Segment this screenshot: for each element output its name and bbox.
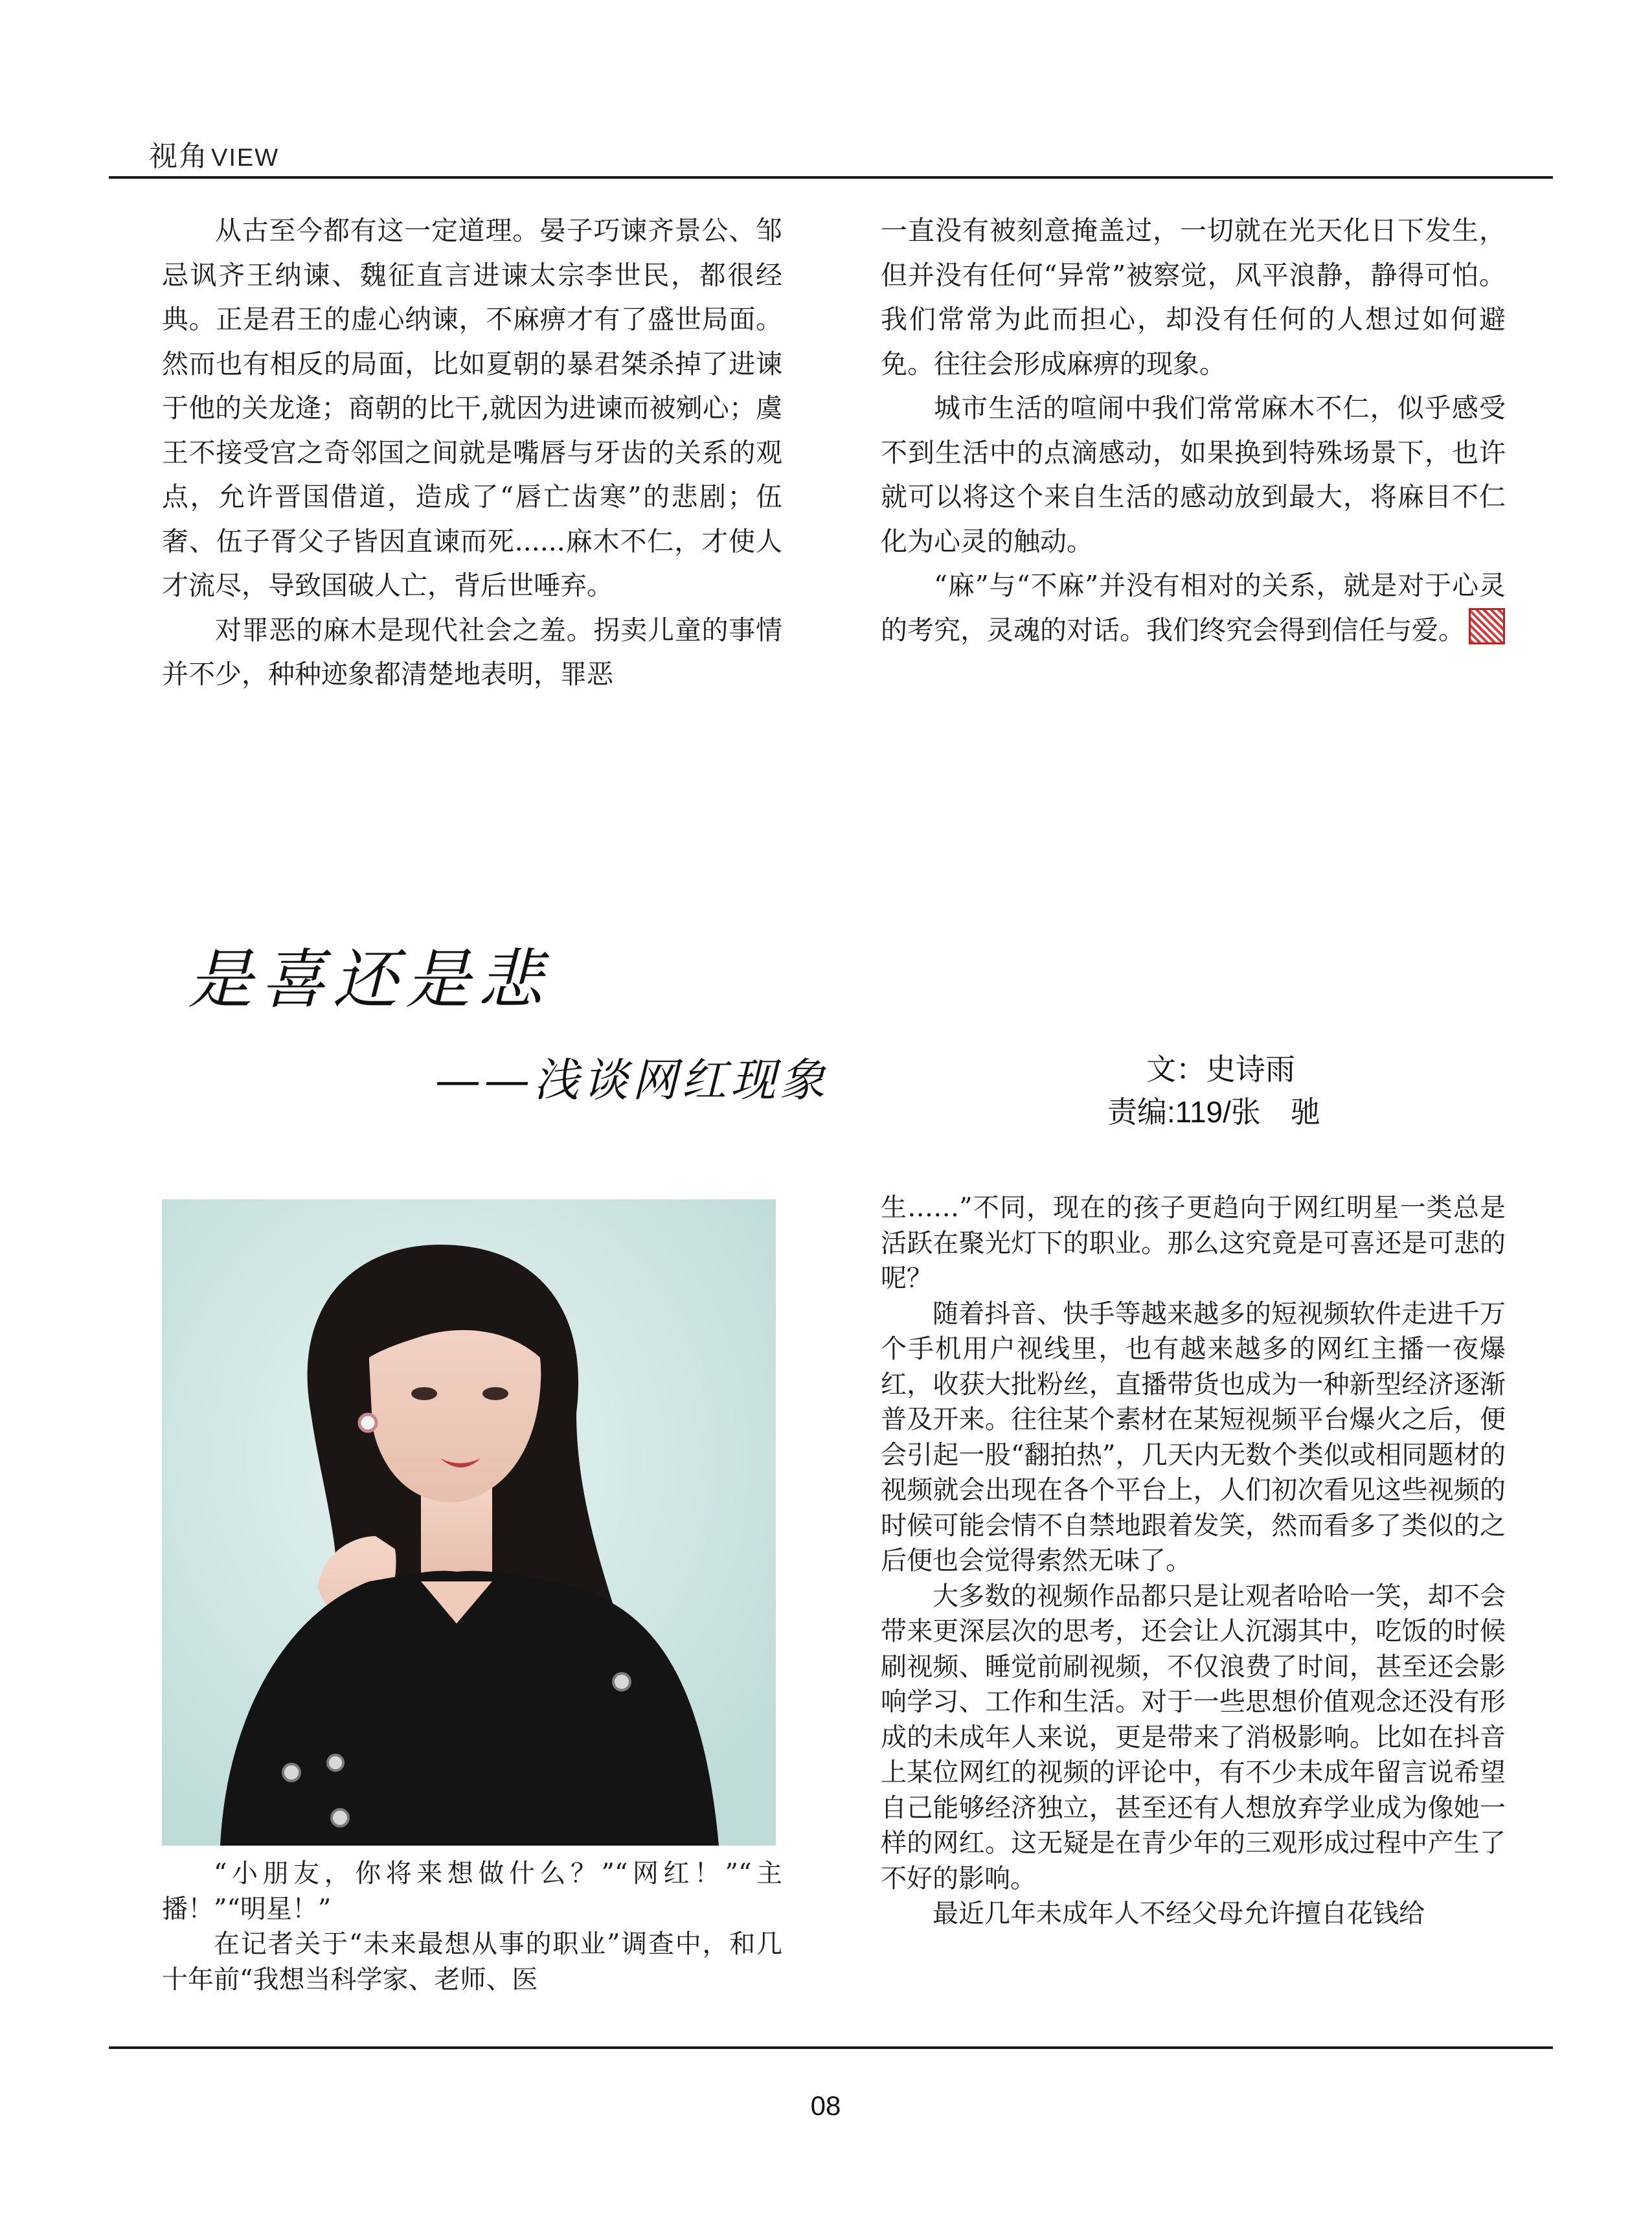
footer-rule bbox=[109, 2046, 1553, 2049]
dress-button bbox=[613, 1673, 630, 1690]
body-paragraph: 从古至今都有这一定道理。晏子巧谏齐景公、邹忌讽齐王纳谏、魏征直言进谏太宗李世民，都很经典。正是君王的虚心纳谏，不麻痹才有了盛世局面。然而也有相反的局面，比如夏朝的暴君桀杀掉了进谏于他的关龙逄；商朝的比干,就因为进谏而被剜心；虞王不接受宫之奇邻国之间就是嘴唇与牙齿的关系的观点，允许晋国借道，造成了“唇亡齿寒”的悲剧；伍奢、伍子胥父子皆因直谏而死......麻木不仁，才使人才流尽，导致国破人亡，背后世唾弃。 bbox=[162, 215, 782, 601]
byline bbox=[1107, 1048, 1320, 1133]
section-header bbox=[149, 133, 279, 174]
dress-button bbox=[328, 1755, 343, 1771]
lower-left-column bbox=[162, 1856, 782, 1997]
continued-paragraph: 一直没有被刻意掩盖过，一切就在光天化日下发生，但并没有任何“异常”被察觉，风平浪静，静得可怕。我们常常为此而担心，却没有任何的人想过如何避免。往往会形成麻痹的现象。 bbox=[881, 215, 1506, 379]
continued-paragraph: 生……”不同，现在的孩子更趋向于网红明星一类总是活跃在聚光灯下的职业。那么这究竟是可喜还是可悲的呢？ bbox=[881, 1193, 1506, 1293]
article-subtitle: ——浅谈网红现象 bbox=[435, 1054, 829, 1107]
right-eye bbox=[482, 1387, 508, 1400]
body-paragraph: 在记者关于“未来最想从事的职业”调查中，和几十年前“我想当科学家、老师、医 bbox=[162, 1929, 782, 1995]
body-paragraph: “小朋友，你将来想做什么？”“网红！”“主播！”“明星！” bbox=[162, 1859, 782, 1924]
author-line: 文：史诗雨 bbox=[1146, 1052, 1295, 1086]
upper-left-column bbox=[162, 209, 782, 697]
dress-button bbox=[332, 1809, 348, 1826]
portrait-photo bbox=[162, 1199, 776, 1846]
editor-line: 责编:119/张 驰 bbox=[1107, 1095, 1320, 1129]
portrait-illustration bbox=[162, 1199, 776, 1846]
page-number: 08 bbox=[810, 2090, 841, 2121]
earring bbox=[359, 1414, 376, 1431]
section-name-en: VIEW bbox=[211, 144, 280, 172]
dress-button bbox=[283, 1764, 300, 1781]
body-paragraph: 大多数的视频作品都只是让观者哈哈一笑，却不会带来更深层次的思考，还会让人沉溺其中，吃饭的时候刷视频、睡觉前刷视频，不仅浪费了时间，甚至还会影响学习、工作和生活。对于一些思想价值观念还没有形成的未成年人来说，更是带来了消极影响。比如在抖音上某位网红的视频的评论中，有不少未成年留言说希望自己能够经济独立，甚至还有人想放弃学业成为像她一样的网红。这无疑是在青少年的三观形成过程中产生了不好的影响。 bbox=[881, 1581, 1506, 1894]
upper-right-column bbox=[881, 209, 1506, 652]
body-paragraph: 对罪恶的麻木是现代社会之羞。拐卖儿童的事情并不少，种种迹象都清楚地表明，罪恶 bbox=[162, 614, 782, 690]
section-name-cn: 视角 bbox=[149, 140, 209, 173]
article-title: 是喜还是悲 bbox=[188, 942, 550, 1017]
lower-right-column bbox=[881, 1190, 1506, 1932]
closing-sentence: “麻”与“不麻”并没有相对的关系，就是对于心灵的考究，灵魂的对话。我们终究会得到信任与爱。 bbox=[881, 570, 1506, 646]
body-paragraph: 最近几年未成年人不经父母允许擅自花钱给 bbox=[933, 1899, 1425, 1929]
body-paragraph: 随着抖音、快手等越来越多的短视频软件走进千万个手机用户视线里，也有越来越多的网红主播一夜爆红，收获大批粉丝，直播带货也成为一种新型经济逐渐普及开来。往往某个素材在某短视频平台爆火之后，便会引起一股“翻拍热”，几天内无数个类似或相同题材的视频就会出现在各个平台上，人们初次看见这些视频的时候可能会情不自禁地跟着发笑，然而看多了类似的之后便也会觉得索然无味了。 bbox=[881, 1298, 1506, 1576]
end-seal-icon bbox=[1469, 608, 1505, 644]
left-eye bbox=[411, 1387, 437, 1400]
body-paragraph bbox=[881, 563, 1506, 652]
header-rule bbox=[109, 176, 1553, 179]
body-paragraph: 城市生活的喧闹中我们常常麻木不仁，似乎感受不到生活中的点滴感动，如果换到特殊场景下，也许就可以将这个来自生活的感动放到最大，将麻目不仁化为心灵的触动。 bbox=[881, 392, 1506, 557]
